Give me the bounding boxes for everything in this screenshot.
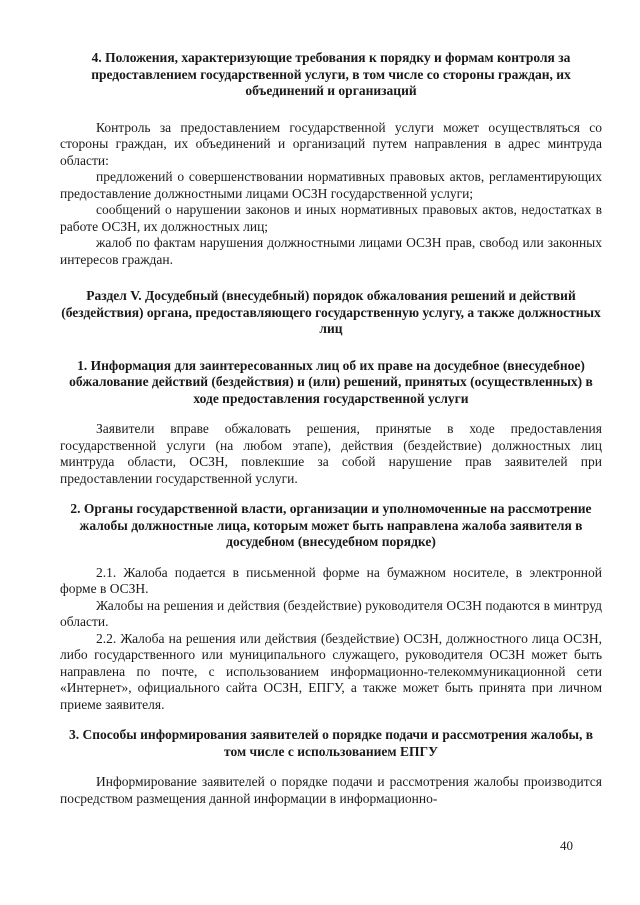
- paragraph: Жалобы на решения и действия (бездействие) руководителя ОСЗН подаются в минтруд области.: [60, 597, 602, 629]
- paragraph: жалоб по фактам нарушения должностными лицами ОСЗН прав, свобод или законных интересов граждан.: [60, 235, 602, 267]
- paragraph: Контроль за предоставлением государственной услуги может осуществляться со стороны граждан, их объединений и организаций путем направления в адрес минтруда области:: [60, 119, 602, 168]
- subsection-2-heading: 2. Органы государственной власти, организации и уполномоченные на рассмотрение жалобы должностные лица, которым может быть направлена жалоба заявителя в досудебном (внесудебном порядке): [70, 501, 592, 549]
- section-4-heading: 4. Положения, характеризующие требования к порядку и формам контроля за предоставлением государственной услуги, в том числе со стороны граждан, их объединений и организаций: [91, 50, 571, 98]
- paragraph: Информирование заявителей о порядке подачи и рассмотрения жалобы производится посредством размещения данной информации в информационно-: [60, 774, 602, 806]
- paragraph: 2.1. Жалоба подается в письменной форме на бумажном носителе, в электронной форме в ОСЗН.: [60, 564, 602, 596]
- paragraph: предложений о совершенствовании нормативных правовых актов, регламентирующих предоставление должностными лицами ОСЗН государственной услуги;: [60, 169, 602, 201]
- page-number: 40: [560, 838, 573, 853]
- subsection-1-heading: 1. Информация для заинтересованных лиц об их праве на досудебное (внесудебное) обжалование действий (бездействия) и (или) решений, принятых (осуществленных) в ходе предоставления государственной услуги: [69, 357, 593, 406]
- section-5-heading: Раздел V. Досудебный (внесудебный) порядок обжалования решений и действий (бездействия) органа, предоставляющего государственную услугу, а также должностных лиц: [61, 288, 601, 336]
- paragraph: Заявители вправе обжаловать решения, принятые в ходе предоставления государственной услуги (на любом этапе), действия (бездействие) должностных лиц минтруда области, ОСЗН, повлекшие за собой нарушение прав заявителей при предоставлении государственной услуги.: [60, 421, 602, 486]
- document-page: [60, 48, 602, 807]
- subsection-3-heading: 3. Способы информирования заявителей о порядке подачи и рассмотрения жалобы, в том числе с использованием ЕПГУ: [68, 727, 594, 759]
- paragraph: сообщений о нарушении законов и иных нормативных правовых актов, недостатках в работе ОСЗН, их должностных лиц;: [60, 202, 602, 234]
- paragraph: 2.2. Жалоба на решения или действия (бездействие) ОСЗН, должностного лица ОСЗН, либо государственного или муниципального служащего, руководителя ОСЗН может быть направлена по почте, с использованием информационно-телекоммуникационной сети «Интернет», официального сайта ОСЗН, ЕПГУ, а также может быть принята при личном приеме заявителя.: [60, 630, 602, 712]
